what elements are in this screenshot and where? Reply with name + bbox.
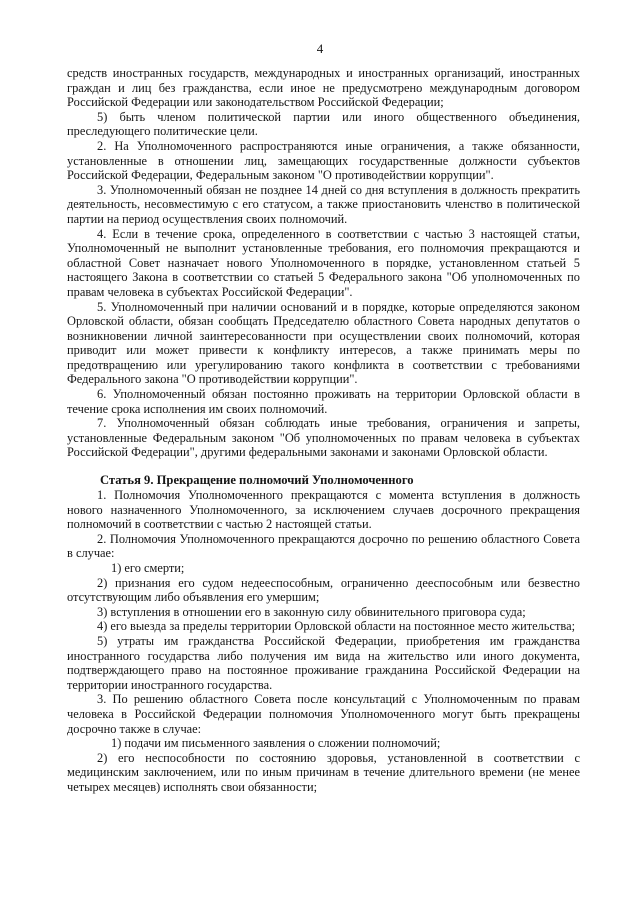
paragraph: 2. На Уполномоченного распространяются иные ограничения, а также обязанности, установленные в отношении лиц, замещающих государственные должности субъектов Российской Федерации, Федеральным законом "О противодействии коррупции". <box>67 138 580 183</box>
list-item: 2) признания его судом недееспособным, ограниченно дееспособным или безвестно отсутствующим либо объявления его умершим; <box>67 575 580 605</box>
paragraph: 3. По решению областного Совета после консультаций с Уполномоченным по правам человека в Российской Федерации полномочия Уполномоченного могут быть прекращены досрочно также в случае: <box>67 692 580 736</box>
page-number: 4 <box>316 41 324 56</box>
list-item: 4) его выезда за пределы территории Орловской области на постоянное место жительства; <box>97 619 576 634</box>
document-body <box>67 66 580 795</box>
paragraph: 5) быть членом политической партии или иного общественного объединения, преследующего политические цели. <box>67 109 580 139</box>
list-item: 3) вступления в отношении его в законную силу обвинительного приговора суда; <box>97 604 526 619</box>
article-heading: Статья 9. Прекращение полномочий Уполномоченного <box>100 473 414 488</box>
list-item: 5) утраты им гражданства Российской Федерации, приобретения им гражданства иностранного государства либо получения им вида на жительство или иного документа, подтверждающего право на постоянное проживание гражданина Российской Федерации на территории иностранного государства. <box>67 633 580 692</box>
paragraph: 7. Уполномоченный обязан соблюдать иные требования, ограничения и запреты, установленные Федеральным законом "Об уполномоченных по правам человека в субъектах Российской Федерации", другими федеральными законами и законами Орловской области. <box>67 416 580 460</box>
list-item: 1) подачи им письменного заявления о сложении полномочий; <box>111 736 441 751</box>
paragraph: 3. Уполномоченный обязан не позднее 14 дней со дня вступления в должность прекратить деятельность, несовместимую с его статусом, а также приостановить членство в политической партии на период осуществления своих полномочий. <box>67 182 580 226</box>
paragraph: 2. Полномочия Уполномоченного прекращаются досрочно по решению областного Совета в случае: <box>67 531 580 561</box>
list-item: 2) его неспособности по состоянию здоровья, установленной в соответствии с медицинским заключением, или по иным причинам в течение длительного времени (не менее четырех месяцев) исполнять свои обязанности; <box>67 750 580 794</box>
paragraph: 5. Уполномоченный при наличии оснований и в порядке, которые определяются законом Орловской области, обязан сообщать Председателю областного Совета народных депутатов о возникновении личной заинтересованности при осуществлении своих полномочий, которая приводит или может привести к конфликту интересов, а также принимать меры по предотвращению или урегулированию такого конфликта в соответствии с требованиями Федерального закона "О противодействии коррупции". <box>67 299 580 387</box>
paragraph: 4. Если в течение срока, определенного в соответствии с частью 3 настоящей статьи, Уполномоченный не выполнит установленные требования, его полномочия прекращаются и областной Совет назначает нового Уполномоченного в порядке, установленном статьей 5 настоящего Закона в соответствии со статьей 5 Федерального закона "Об уполномоченных по правам человека в субъектах Российской Федерации". <box>67 226 580 299</box>
list-item: 1) его смерти; <box>111 561 185 575</box>
paragraph: 1. Полномочия Уполномоченного прекращаются с момента вступления в должность нового назначенного Уполномоченного, за исключением случаев досрочного прекращения полномочий в соответствии с частью 2 настоящей статьи. <box>67 488 580 532</box>
paragraph: 6. Уполномоченный обязан постоянно проживать на территории Орловской области в течение срока исполнения им своих полномочий. <box>67 387 580 416</box>
paragraph: средств иностранных государств, международных и иностранных организаций, иностранных граждан и лиц без гражданства, если иное не предусмотрено международным договором Российской Федерации или законодательством Российской Федерации; <box>67 66 580 110</box>
